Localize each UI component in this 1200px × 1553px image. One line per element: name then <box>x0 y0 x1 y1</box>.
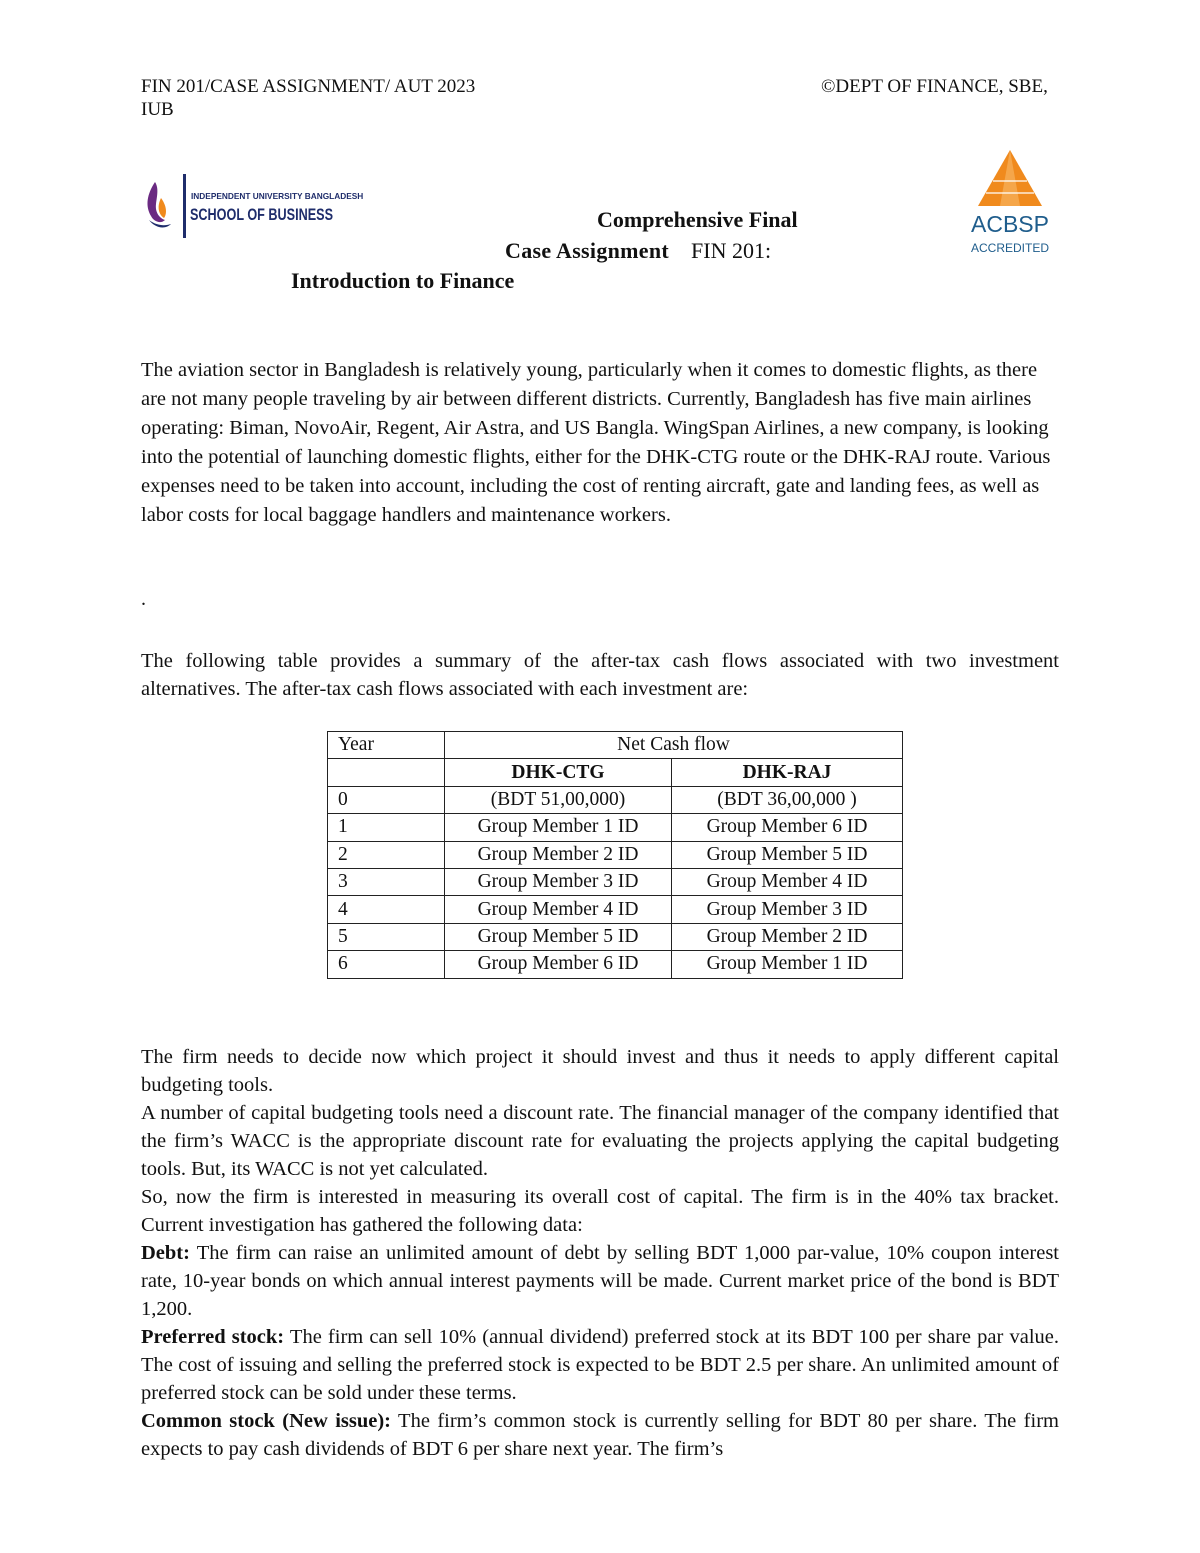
cell-year: 2 <box>328 841 445 868</box>
debt-text: The firm can raise an unlimited amount of debt by selling BDT 1,000 par-value, 10% coupon interest rate, 10-year bonds on which annual interest payments will be made. Current market price of the bond is BDT 1,200. <box>141 1242 1059 1320</box>
cash-flow-table <box>327 731 903 979</box>
cell-dhk-raj: Group Member 3 ID <box>672 896 903 923</box>
flame-icon <box>148 182 171 227</box>
cell-year: 3 <box>328 868 445 895</box>
cell-year: 0 <box>328 786 445 813</box>
cell-year: 6 <box>328 951 445 978</box>
cell-year: 1 <box>328 814 445 841</box>
header-left <box>141 75 661 98</box>
table-row <box>328 841 903 868</box>
common-stock-label: Common stock (New issue): <box>141 1410 391 1432</box>
header-right <box>821 75 1081 98</box>
header-continuation <box>141 98 174 121</box>
cell-dhk-raj: Group Member 2 ID <box>672 923 903 950</box>
acbsp-logo <box>960 148 1060 258</box>
table-row <box>328 923 903 950</box>
header-net-cash-flow: Net Cash flow <box>445 732 903 759</box>
body-sentence-3: So, now the firm is interested in measuring its overall cost of capital. The firm is in the 40% tax bracket. Current investigation has gathered the following data: <box>141 1186 1059 1236</box>
subheader-empty <box>328 759 445 786</box>
preferred-stock-paragraph <box>141 1323 1059 1407</box>
title-line2 <box>505 238 771 264</box>
cell-dhk-raj: Group Member 6 ID <box>672 814 903 841</box>
subheader-dhk-raj: DHK-RAJ <box>672 759 903 786</box>
header-year: Year <box>328 732 445 759</box>
separator-dot: . <box>141 588 146 610</box>
table-row <box>328 786 903 813</box>
cell-dhk-ctg: Group Member 2 ID <box>445 841 672 868</box>
common-stock-text: The firm’s common stock is currently selling for BDT 80 per share. The firm expects to pay cash dividends of BDT 6 per share next year. The firm’s <box>141 1410 1059 1460</box>
cell-dhk-raj: Group Member 1 ID <box>672 951 903 978</box>
cell-dhk-ctg: Group Member 6 ID <box>445 951 672 978</box>
school-logo-line1: INDEPENDENT UNIVERSITY BANGLADESH <box>191 191 364 201</box>
acbsp-sub: ACCREDITED <box>970 241 1050 255</box>
cell-dhk-ctg: Group Member 3 ID <box>445 868 672 895</box>
table-header-row <box>328 732 903 759</box>
cell-dhk-ctg: Group Member 4 ID <box>445 896 672 923</box>
acbsp-name: ACBSP <box>971 211 1049 237</box>
table-row <box>328 951 903 978</box>
common-stock-paragraph <box>141 1407 1059 1463</box>
cell-year: 4 <box>328 896 445 923</box>
body-text <box>141 1043 1059 1463</box>
cell-year: 5 <box>328 923 445 950</box>
title-line3: Introduction to Finance <box>291 268 515 293</box>
pyramid-icon <box>978 150 1042 206</box>
cell-dhk-ctg: Group Member 1 ID <box>445 814 672 841</box>
title-line2-rest: FIN 201: <box>691 238 772 263</box>
subheader-dhk-ctg: DHK-CTG <box>445 759 672 786</box>
header-right-text: ©DEPT OF FINANCE, SBE, <box>821 76 1048 97</box>
debt-paragraph <box>141 1239 1059 1323</box>
body-sentence-1: The firm needs to decide now which project it should invest and thus it needs to apply different capital budgeting tools. <box>141 1046 1059 1096</box>
table-row <box>328 896 903 923</box>
preferred-stock-text: The firm can sell 10% (annual dividend) preferred stock at its BDT 100 per share par value. The cost of issuing and selling the preferred stock is expected to be BDT 2.5 per share. An unlimited amount of preferred stock can be sold under these terms. <box>141 1326 1059 1404</box>
cell-dhk-raj: Group Member 4 ID <box>672 868 903 895</box>
table-subheader-row <box>328 759 903 786</box>
cell-dhk-ctg: (BDT 51,00,000) <box>445 786 672 813</box>
table-intro-paragraph: The following table provides a summary of the after-tax cash flows associated with two investment alternatives. The after-tax cash flows associated with each investment are: <box>141 650 1059 700</box>
title-line1: Comprehensive Final <box>597 207 798 232</box>
table-row <box>328 868 903 895</box>
title-line2-bold: Case Assignment <box>505 238 670 263</box>
intro-paragraph: The aviation sector in Bangladesh is relatively young, particularly when it comes to domestic flights, as there are not many people traveling by air between different districts. Currently, Bangladesh has five main airlines operating: Biman, NovoAir, Regent, Air Astra, and US Bangla. WingSpan Airlines, a new company, is looking into the potential of launching domestic flights, either for the DHK-CTG route or the DHK-RAJ route. Various expenses need to be taken into account, including the cost of renting aircraft, gate and landing fees, as well as labor costs for local baggage handlers and maintenance workers. <box>141 359 1051 526</box>
preferred-stock-label: Preferred stock: <box>141 1326 285 1348</box>
table-row <box>328 814 903 841</box>
cell-dhk-raj: (BDT 36,00,000 ) <box>672 786 903 813</box>
body-sentence-2: A number of capital budgeting tools need a discount rate. The financial manager of the company identified that the firm’s WACC is the appropriate discount rate for evaluating the projects applying the capital budgeting tools. But, its WACC is not yet calculated. <box>141 1102 1059 1180</box>
header-left-text: FIN 201/CASE ASSIGNMENT/ AUT 2023 <box>141 76 476 97</box>
cell-dhk-raj: Group Member 5 ID <box>672 841 903 868</box>
header-continuation-text: IUB <box>141 99 174 120</box>
debt-label: Debt: <box>141 1242 190 1264</box>
school-of-business-logo <box>141 172 364 242</box>
school-logo-line2: SCHOOL OF BUSINESS <box>190 205 333 224</box>
cell-dhk-ctg: Group Member 5 ID <box>445 923 672 950</box>
